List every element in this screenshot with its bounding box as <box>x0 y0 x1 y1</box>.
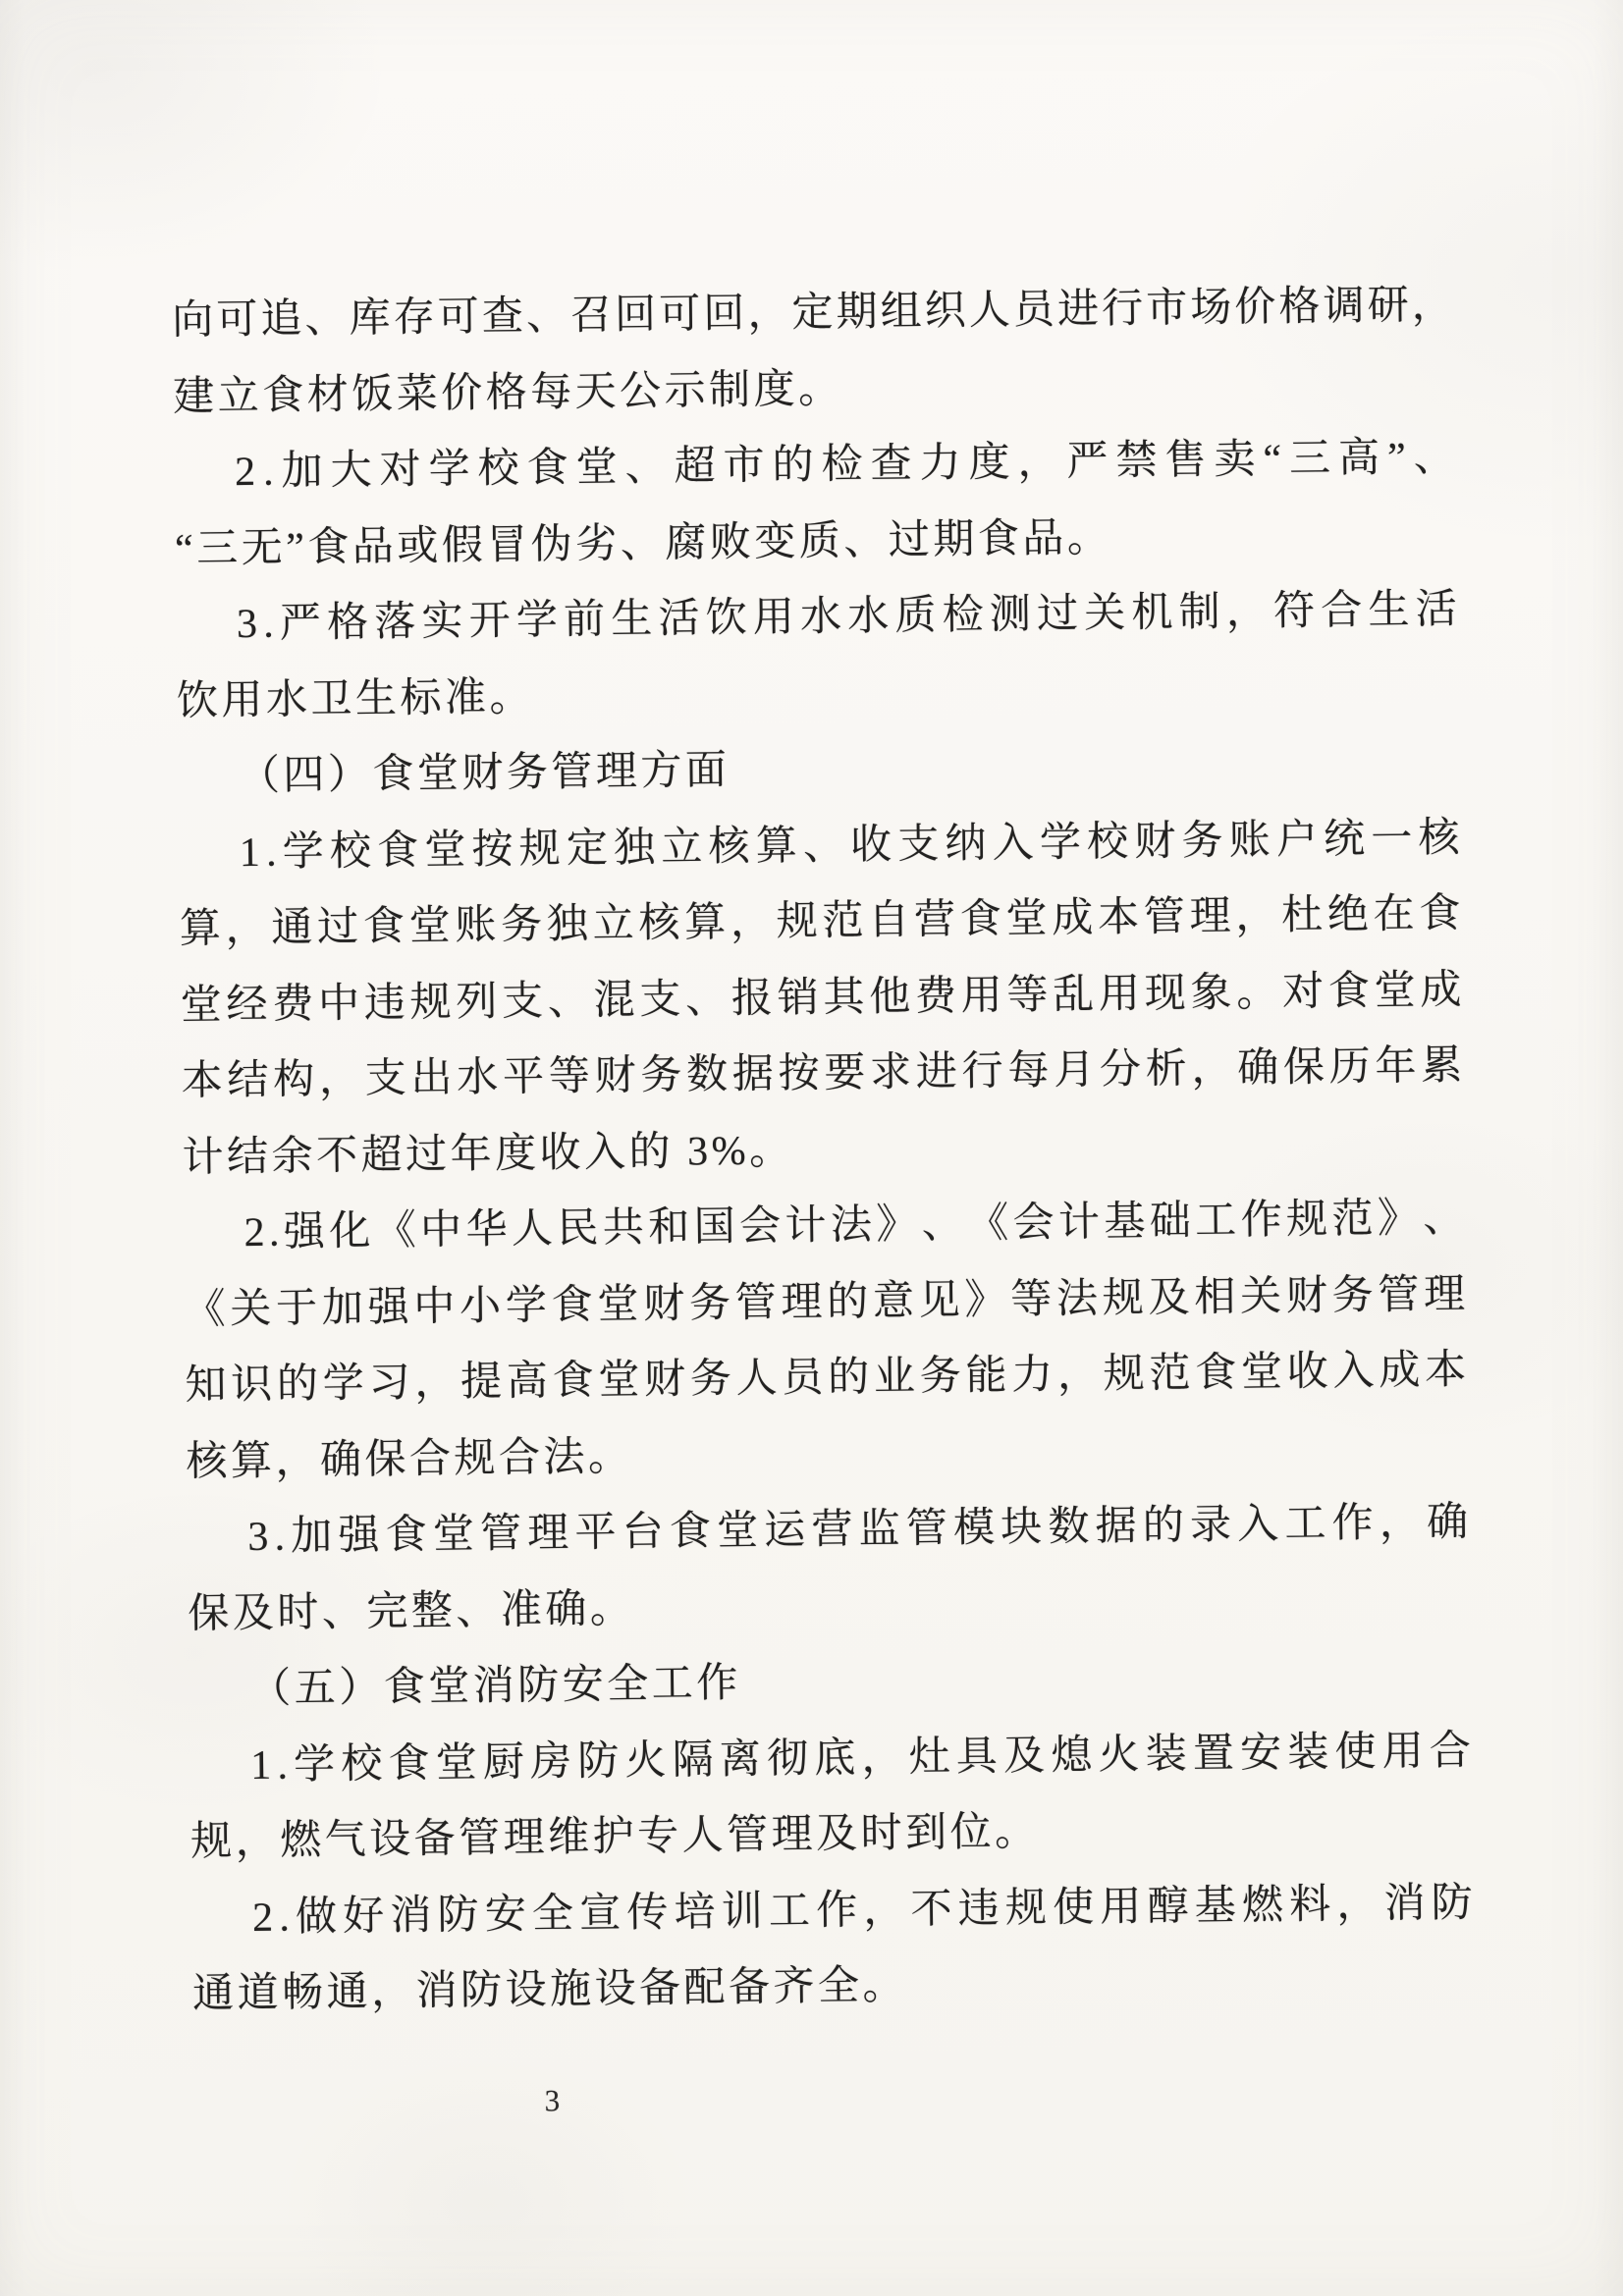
text-line: 2 . 加 大 对 学 校 食 堂 、 超 市 的 检 查 力 度 ， 严 禁 售 卖 “ 三 高 ” 、 <box>234 434 1456 496</box>
document-body <box>172 268 1475 2033</box>
text-line: 1 . 学 校 食 堂 厨 房 防 火 隔 离 彻 底 ， 灶 具 及 熄 火 装 置 安 装 使 用 合 <box>249 1728 1472 1789</box>
text-line: 饮用水卫生标准。 <box>176 673 535 724</box>
text-line: 建立食材饭菜价格每天公示制度。 <box>172 366 843 420</box>
text-line: 计结余不超过年度收入的 3%。 <box>182 1127 794 1181</box>
text-line: 向 可 追 、 库 存 可 查 、 召 回 可 回 ， 定 期 组 织 人 员 进 行 市 场 价 格 调 研 ， <box>171 282 1454 344</box>
text-line: 3 . 严 格 落 实 开 学 前 生 活 饮 用 水 水 质 检 测 过 关 机 制 ， 符 合 生 活 <box>236 586 1457 648</box>
text-line: “三无”食品或假冒伪劣、腐败变质、过期食品。 <box>174 514 1112 572</box>
text-line: 算 ， 通 过 食 堂 账 务 独 立 核 算 ， 规 范 自 营 食 堂 成 本 管 理 ， 杜 绝 在 食 <box>179 890 1461 952</box>
section-heading: （四）食堂财务管理方面 <box>238 747 730 800</box>
text-line: 保及时、完整、准确。 <box>188 1585 635 1637</box>
section-heading: （五）食堂消防安全工作 <box>248 1660 742 1713</box>
page-number: 3 <box>544 2083 561 2118</box>
text-line: 本 结 构 ， 支 出 水 平 等 财 务 数 据 按 要 求 进 行 每 月 分 析 ， 确 保 历 年 累 <box>181 1042 1463 1104</box>
text-line: 《 关 于 加 强 中 小 学 食 堂 财 务 管 理 的 意 见 》 等 法 规 及 相 关 财 务 管 理 <box>184 1271 1466 1333</box>
text-line: 堂 经 费 中 违 规 列 支 、 混 支 、 报 销 其 他 费 用 等 乱 用 现 象 。 对 食 堂 成 <box>180 967 1462 1029</box>
text-line: 知 识 的 学 习 ， 提 高 食 堂 财 务 人 员 的 业 务 能 力 ， 规 范 食 堂 收 入 成 本 <box>185 1347 1467 1409</box>
text-line: 核算，确保合规合法。 <box>186 1433 633 1485</box>
text-line: 1 . 学 校 食 堂 按 规 定 独 立 核 算 、 收 支 纳 入 学 校 财 务 账 户 统 一 核 <box>239 815 1460 876</box>
text-line: 2 . 做 好 消 防 安 全 宣 传 培 训 工 作 ， 不 违 规 使 用 醇 基 燃 料 ， 消 防 <box>251 1880 1474 1941</box>
text-line: 通道畅通，消防设施设备配备齐全。 <box>191 1962 908 2017</box>
text-line: 3 . 加 强 食 堂 管 理 平 台 食 堂 运 营 监 管 模 块 数 据 的 录 入 工 作 ， 确 <box>247 1499 1469 1561</box>
text-line: 2 . 强 化 《 中 华 人 民 共 和 国 会 计 法 》 、 《 会 计 基 础 工 作 规 范 》 、 <box>243 1195 1465 1256</box>
text-line: 规，燃气设备管理维护专人管理及时到位。 <box>189 1809 1040 1865</box>
